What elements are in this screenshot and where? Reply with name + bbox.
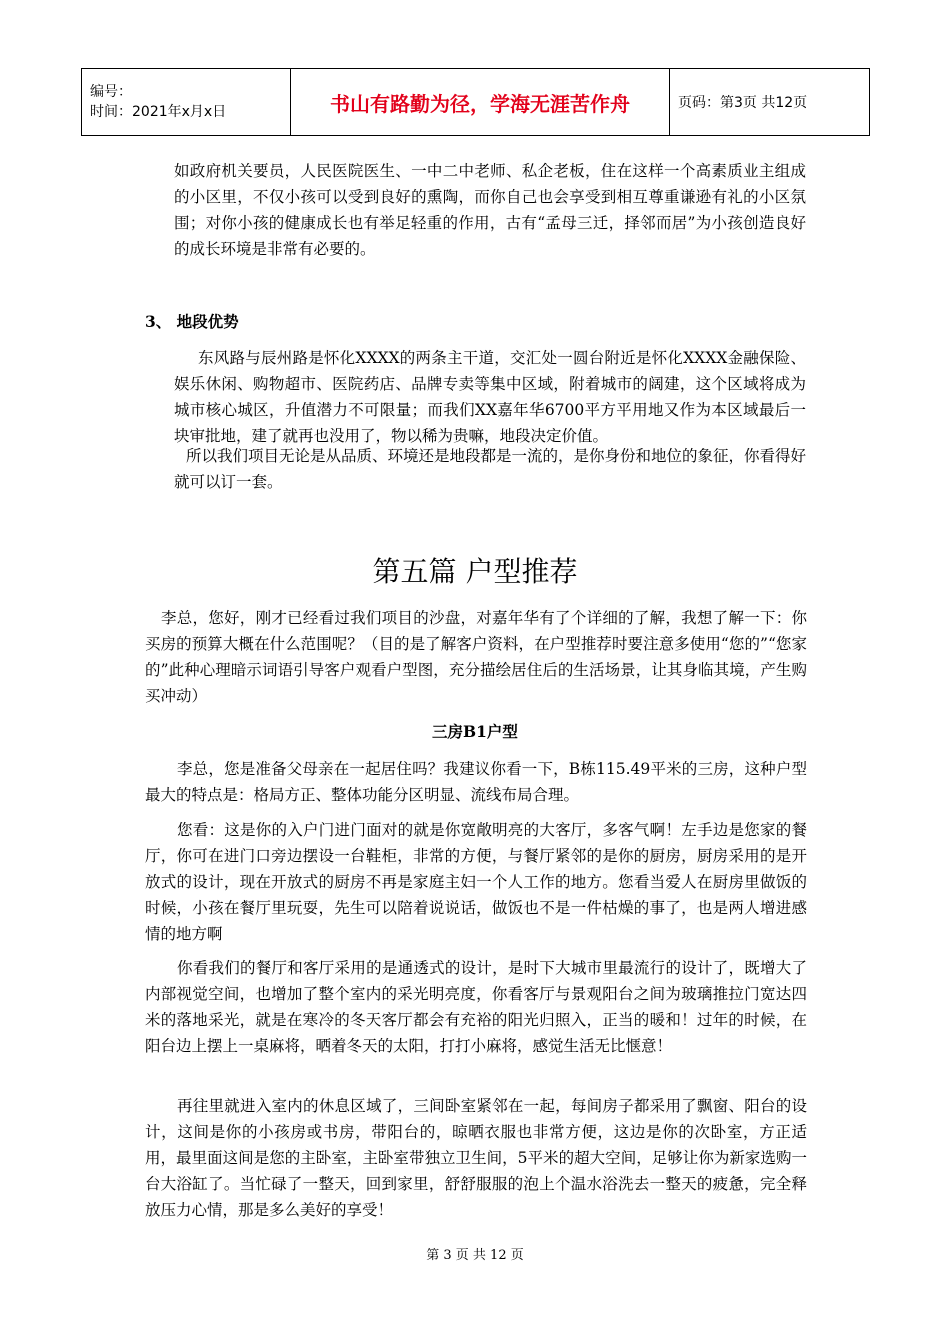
paragraph-location: 东风路与辰州路是怀化XXXX的两条主干道，交汇处一圆台附近是怀化XXXX金融保险、娱乐休闲、购物超市、医院药店、品牌专卖等集中区域，附着城市的阔建，这个区域将成为城市核心城区，升值潜力不可限量；而我们XX嘉年华6700平方平用地又作为本区域最后一块审批地，建了就再也没用了，物以稀为贵嘛，地段决定价值。	[174, 349, 806, 445]
section-heading-location: 3、 地段优势	[145, 312, 239, 331]
header-time-label: 时间：2021年x月x日	[90, 104, 227, 120]
header-meta-cell	[82, 69, 291, 136]
paragraph-intro: 李总，您好，刚才已经看过我们项目的沙盘，对嘉年华有了个详细的了解，我想了解一下：你买房的预算大概在什么范围呢？（目的是了解客户资料，在户型推荐时要注意多使用“您的”“您家的”此种心理暗示词语引导客户观看户型图，充分描绘居住后的生活场景，让其身临其境，产生购买冲动）	[145, 609, 807, 705]
paragraph-living-room: 你看我们的餐厅和客厅采用的是通透式的设计，是时下大城市里最流行的设计了，既增大了内部视觉空间，也增加了整个室内的采光明亮度，你看客厅与景观阳台之间为玻璃推拉门宽达四米的落地采光，就是在寒冷的冬天客厅都会有充裕的阳光归照入，正当的暖和！过年的时候，在阳台边上摆上一桌麻将，晒着冬天的太阳，打打小麻将，感觉生活无比惬意！	[145, 959, 807, 1055]
header-number-label: 编号：	[90, 84, 132, 100]
subheading-floorplan: 三房B1户型	[432, 722, 518, 741]
header-table	[81, 68, 870, 136]
header-motto: 书山有路勤为径，学海无涯苦作舟	[291, 69, 670, 136]
paragraph-bedrooms: 再往里就进入室内的休息区域了，三间卧室紧邻在一起，每间房子都采用了飘窗、阳台的设计，这间是你的小孩房或书房，带阳台的，晾晒衣服也非常方便，这边是你的次卧室，方正适用，最里面这间是您的主卧室，主卧室带独立卫生间，5平米的超大空间，足够让你为新家选购一台大浴缸了。当忙碌了一整天，回到家里，舒舒服服的泡上个温水浴洗去一整天的疲惫，完全释放压力心情，那是多么美好的享受！	[145, 1097, 807, 1219]
chapter-title: 第五篇 户型推荐	[372, 555, 578, 588]
paragraph-neighbors: 如政府机关要员，人民医院医生、一中二中老师、私企老板，住在这样一个高素质业主组成的小区里，不仅小孩可以受到良好的熏陶，而你自己也会享受到相互尊重谦逊有礼的小区氛围；对你小孩的健康成长也有举足轻重的作用，古有“孟母三迁，择邻而居”为小孩创造良好的成长环境是非常有必要的。	[174, 162, 806, 258]
paragraph-summary-text: 所以我们项目无论是从品质、环境还是地段都是一流的，是你身份和地位的象征，你看得好就可以订一套。	[174, 447, 807, 491]
page-footer: 第 3 页 共 12 页	[426, 1248, 524, 1263]
paragraph-entrance: 您看：这是你的入户门进门面对的就是你宽敞明亮的大客厅，多客气啊！左手边是您家的餐厅，你可在进门口旁边摆设一台鞋柜，非常的方便，与餐厅紧邻的是你的厨房，厨房采用的是开放式的设计，现在开放式的厨房不再是家庭主妇一个人工作的地方。您看当爱人在厨房里做饭的时候，小孩在餐厅里玩耍，先生可以陪着说说话，做饭也不是一件枯燥的事了，也是两人增进感情的地方啊	[145, 821, 807, 943]
header-page-info: 页码：第3页 共12页	[670, 69, 870, 136]
paragraph-summary	[174, 443, 806, 495]
paragraph-floorplan-intro: 李总，您是准备父母亲在一起居住吗？我建议你看一下，B栋115.49平米的三房，这种户型最大的特点是：格局方正、整体功能分区明显、流线布局合理。	[145, 760, 807, 804]
